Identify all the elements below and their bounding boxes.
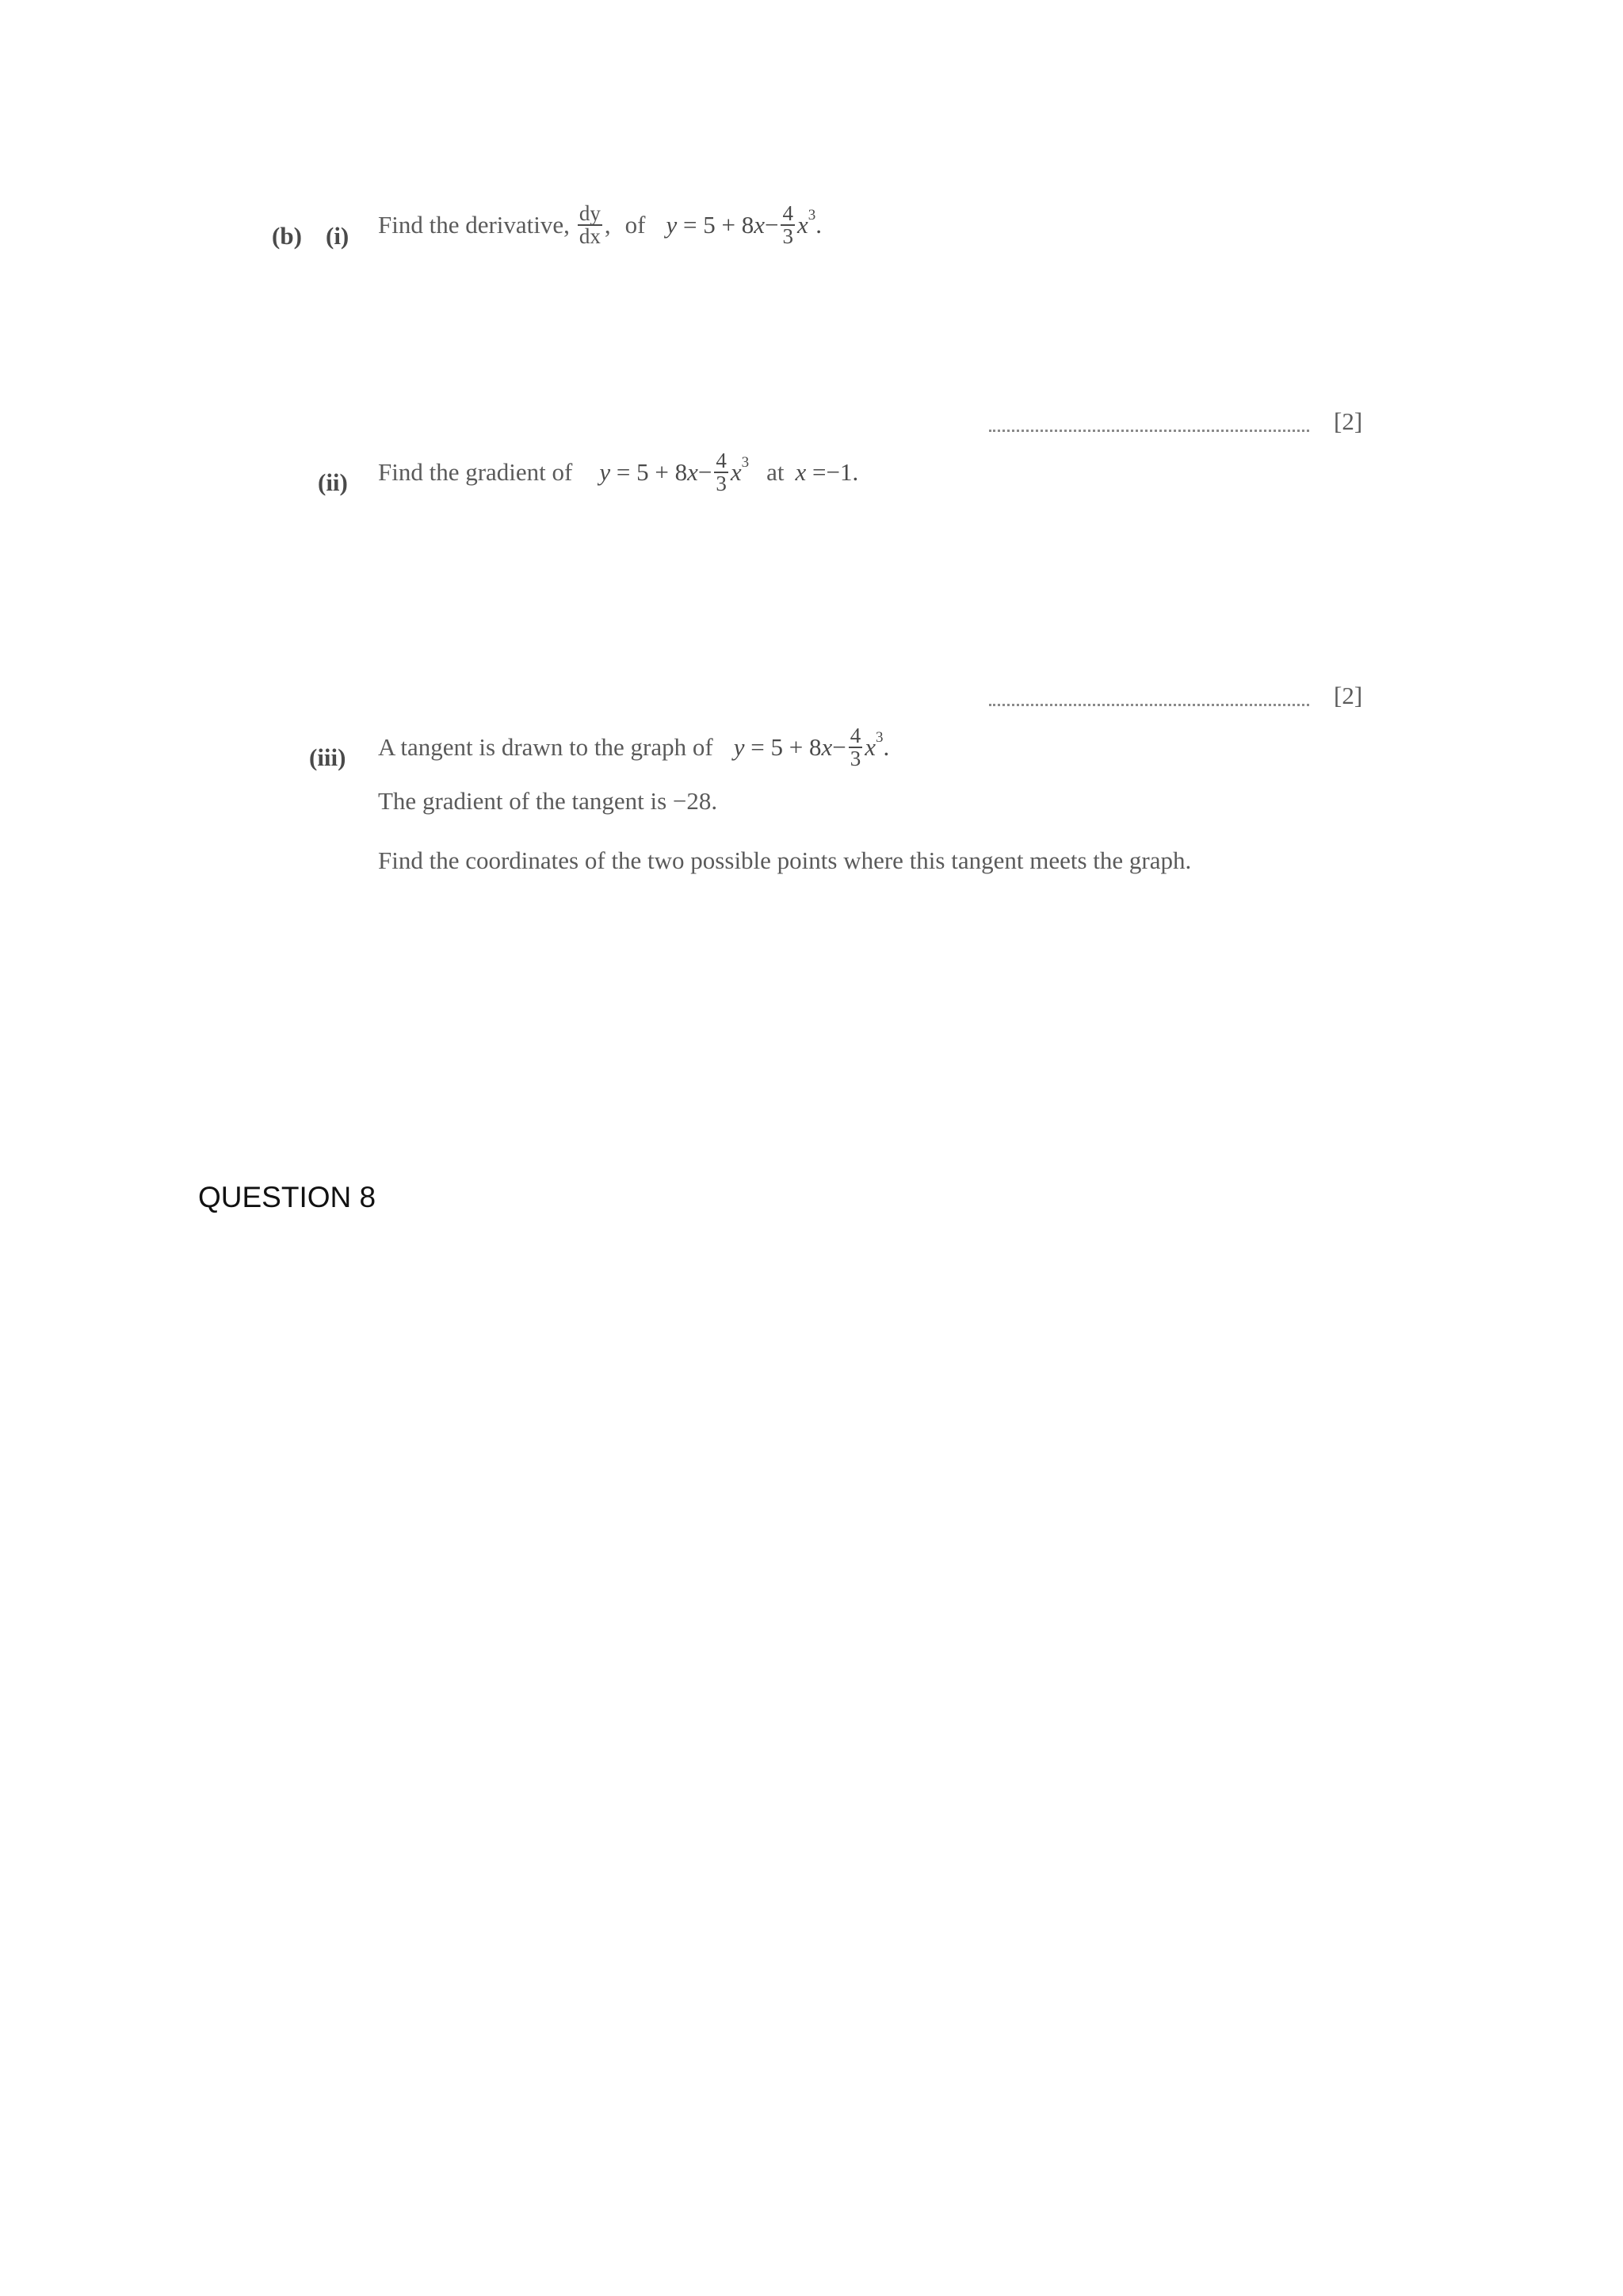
sub-iii-instruction: Find the coordinates of the two possible points where this tangent meets the graph. <box>378 846 1192 874</box>
eq-x: x <box>821 733 833 761</box>
sub-iii-gradient-line: The gradient of the tangent is −28. <box>378 787 718 815</box>
sub-i-equation <box>666 203 823 247</box>
cond-value: =−1. <box>812 458 859 486</box>
eq-x: x <box>687 458 698 486</box>
eq-minus: − <box>832 733 846 761</box>
eq-exponent: 3 <box>808 207 816 223</box>
marks-ii: [2] <box>1334 682 1363 709</box>
eq-x: x <box>754 211 765 239</box>
sub-i-of: of <box>624 211 646 239</box>
cond-x: x <box>795 458 807 486</box>
sub-iii-label: (iii) <box>309 743 346 771</box>
eq-fraction <box>781 203 795 247</box>
sub-iii-equation <box>734 725 890 770</box>
sub-iii-text: A tangent is drawn to the graph of <box>378 733 713 761</box>
sub-i-question <box>378 203 822 247</box>
derivative-denominator: dx <box>579 224 601 248</box>
eq-frac-num: 4 <box>716 449 727 472</box>
eq-x2: x <box>730 458 742 486</box>
eq-exponent: 3 <box>875 729 884 746</box>
sub-ii-question <box>378 450 858 495</box>
eq-fraction <box>849 725 863 770</box>
eq-frac-den: 3 <box>782 224 793 248</box>
eq-frac-den: 3 <box>716 472 727 495</box>
sub-ii-condition <box>796 458 859 487</box>
eq-period: . <box>815 211 822 239</box>
eq-middle: = 5 + 8 <box>616 458 688 486</box>
eq-y: y <box>666 211 678 239</box>
eq-minus: − <box>765 211 779 239</box>
eq-frac-num: 4 <box>782 201 793 225</box>
eq-y: y <box>733 733 745 761</box>
eq-exponent: 3 <box>741 454 750 471</box>
sub-ii-at: at <box>766 458 785 486</box>
sub-ii-label: (ii) <box>318 468 348 496</box>
sub-i-label: (i) <box>326 222 349 250</box>
marks-i: [2] <box>1334 407 1363 435</box>
eq-y: y <box>599 458 611 486</box>
eq-fraction <box>714 450 728 495</box>
eq-middle: = 5 + 8 <box>683 211 754 239</box>
eq-x2: x <box>865 733 876 761</box>
eq-middle: = 5 + 8 <box>750 733 822 761</box>
sub-ii-equation <box>599 450 749 495</box>
eq-frac-den: 3 <box>850 747 861 770</box>
answer-line-i[interactable] <box>989 430 1309 432</box>
eq-minus: − <box>697 458 712 486</box>
eq-period: . <box>883 733 890 761</box>
sub-ii-text: Find the gradient of <box>378 458 573 486</box>
derivative-numerator: dy <box>579 201 601 225</box>
question-heading: QUESTION 8 <box>198 1181 376 1213</box>
sub-i-text: Find the derivative, <box>378 211 570 239</box>
sub-iii-question <box>378 725 889 770</box>
eq-frac-num: 4 <box>850 724 861 747</box>
part-b-label: (b) <box>272 222 302 250</box>
sub-i-comma: , <box>604 211 611 239</box>
derivative-fraction <box>578 203 602 247</box>
answer-line-ii[interactable] <box>989 704 1309 706</box>
eq-x2: x <box>796 211 808 239</box>
